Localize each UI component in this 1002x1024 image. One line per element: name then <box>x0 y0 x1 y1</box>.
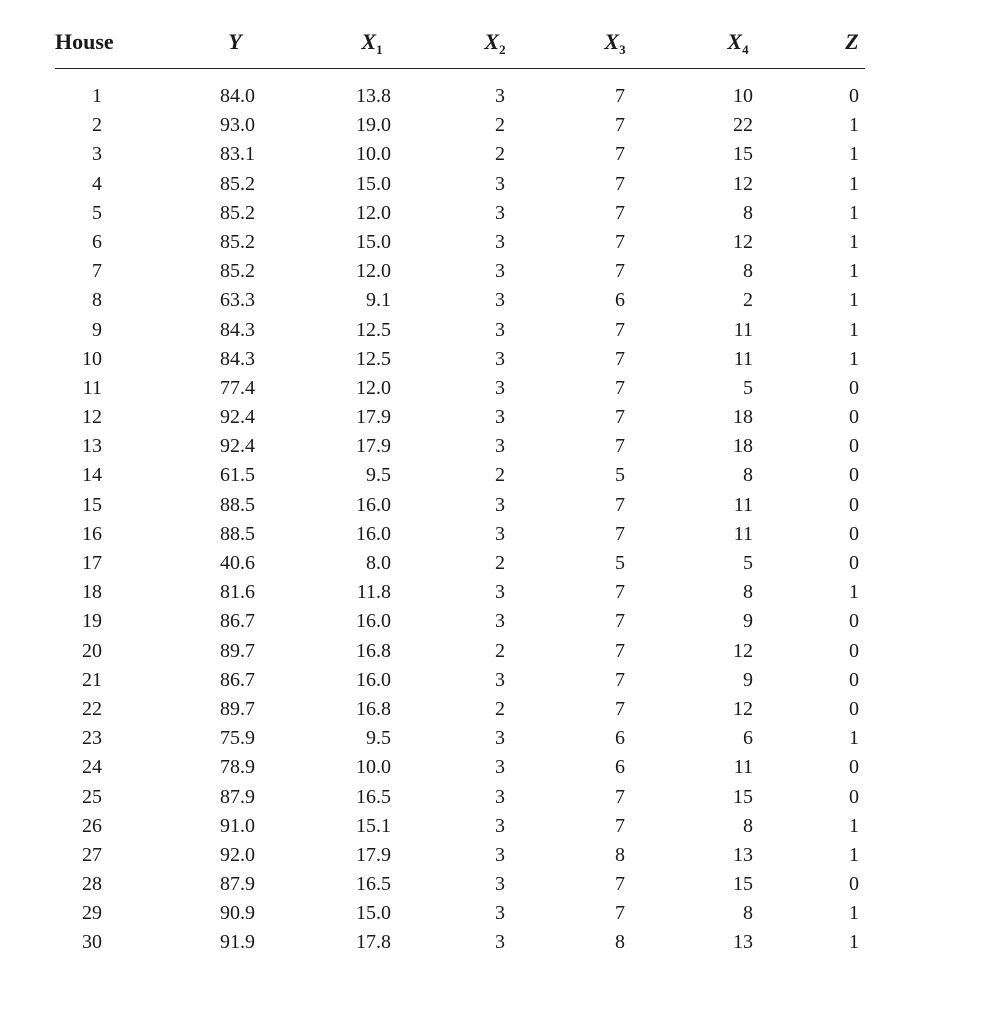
cell-x2: 3 <box>495 931 505 954</box>
cell-x4: 9 <box>743 610 753 633</box>
header-x3-base: X <box>604 29 620 54</box>
cell-x4: 18 <box>733 406 753 429</box>
cell-house: 26 <box>82 814 102 837</box>
cell-x1: 9.1 <box>366 289 391 312</box>
cell-x1: 16.8 <box>356 639 391 662</box>
cell-x1: 12.0 <box>356 201 391 224</box>
cell-house: 2 <box>92 114 102 137</box>
cell-x4: 12 <box>733 697 753 720</box>
cell-house: 21 <box>82 668 102 691</box>
cell-y: 91.9 <box>220 931 255 954</box>
cell-house: 8 <box>92 289 102 312</box>
cell-house: 1 <box>92 85 102 107</box>
cell-z: 1 <box>849 727 859 750</box>
cell-x3: 7 <box>615 318 625 341</box>
cell-x4: 15 <box>733 143 753 166</box>
cell-x4: 18 <box>733 435 753 458</box>
cell-y: 92.4 <box>220 435 255 458</box>
data-table <box>55 22 865 958</box>
cell-x1: 13.8 <box>356 85 391 107</box>
header-x1-sub: 1 <box>376 42 383 57</box>
cell-x1: 8.0 <box>366 552 391 574</box>
table-row <box>55 461 865 490</box>
table-row <box>55 812 865 841</box>
cell-house: 29 <box>82 902 102 925</box>
cell-house: 18 <box>82 581 102 604</box>
cell-y: 81.6 <box>220 581 255 604</box>
cell-z: 1 <box>849 347 859 370</box>
header-y: Y <box>228 29 242 54</box>
cell-x4: 9 <box>743 668 753 691</box>
cell-house: 7 <box>92 260 102 283</box>
cell-z: 0 <box>849 85 859 107</box>
table-row <box>55 345 865 374</box>
header-x2-base: X <box>484 29 500 54</box>
cell-x3: 7 <box>615 85 625 107</box>
cell-x3: 7 <box>615 814 625 837</box>
cell-x4: 8 <box>743 464 753 487</box>
table-row <box>55 140 865 169</box>
cell-house: 15 <box>82 493 102 516</box>
table-row <box>55 286 865 315</box>
cell-house: 25 <box>82 785 102 808</box>
cell-x3: 7 <box>615 376 625 399</box>
cell-house: 19 <box>82 610 102 633</box>
cell-y: 90.9 <box>220 902 255 925</box>
cell-z: 0 <box>849 376 859 399</box>
cell-z: 0 <box>849 639 859 662</box>
cell-y: 84.0 <box>220 85 255 107</box>
table-row <box>55 403 865 432</box>
header-z: Z <box>845 29 859 54</box>
cell-x2: 2 <box>495 552 505 574</box>
table-row <box>55 491 865 520</box>
cell-y: 93.0 <box>220 114 255 137</box>
cell-y: 84.3 <box>220 347 255 370</box>
cell-x2: 3 <box>495 843 505 866</box>
cell-house: 9 <box>92 318 102 341</box>
table-row <box>55 753 865 782</box>
table-row <box>55 783 865 812</box>
cell-x4: 11 <box>733 347 753 370</box>
cell-house: 12 <box>82 406 102 429</box>
table-row <box>55 111 865 140</box>
cell-x1: 16.0 <box>356 610 391 633</box>
cell-x4: 12 <box>733 172 753 195</box>
cell-z: 1 <box>849 843 859 866</box>
table-row <box>55 199 865 228</box>
cell-x2: 3 <box>495 581 505 604</box>
table-row <box>55 578 865 607</box>
cell-x3: 7 <box>615 143 625 166</box>
cell-z: 1 <box>849 902 859 925</box>
cell-x1: 16.0 <box>356 493 391 516</box>
cell-x1: 16.0 <box>356 668 391 691</box>
cell-y: 89.7 <box>220 639 255 662</box>
cell-x3: 7 <box>615 581 625 604</box>
cell-x4: 12 <box>733 230 753 253</box>
cell-x1: 12.5 <box>356 347 391 370</box>
cell-house: 11 <box>82 376 102 399</box>
cell-z: 0 <box>849 873 859 896</box>
cell-x4: 8 <box>743 814 753 837</box>
cell-x4: 12 <box>733 639 753 662</box>
cell-x3: 7 <box>615 668 625 691</box>
header-x2 <box>475 28 515 56</box>
table-row <box>55 928 865 957</box>
table-row <box>55 637 865 666</box>
cell-house: 14 <box>82 464 102 487</box>
cell-x1: 16.5 <box>356 873 391 896</box>
cell-z: 1 <box>849 143 859 166</box>
cell-z: 0 <box>849 493 859 516</box>
cell-x1: 12.5 <box>356 318 391 341</box>
cell-x1: 15.1 <box>356 814 391 837</box>
cell-x1: 10.0 <box>356 756 391 779</box>
cell-x3: 7 <box>615 435 625 458</box>
cell-x2: 2 <box>495 464 505 487</box>
cell-x1: 17.9 <box>356 843 391 866</box>
cell-house: 30 <box>82 931 102 954</box>
cell-house: 23 <box>82 727 102 750</box>
cell-z: 0 <box>849 406 859 429</box>
cell-y: 92.0 <box>220 843 255 866</box>
cell-x2: 3 <box>495 85 505 107</box>
cell-x3: 7 <box>615 172 625 195</box>
cell-y: 86.7 <box>220 668 255 691</box>
cell-z: 0 <box>849 552 859 574</box>
cell-x1: 15.0 <box>356 230 391 253</box>
cell-x1: 16.5 <box>356 785 391 808</box>
cell-x4: 13 <box>733 931 753 954</box>
cell-house: 22 <box>82 697 102 720</box>
cell-x2: 3 <box>495 727 505 750</box>
cell-y: 91.0 <box>220 814 255 837</box>
cell-x2: 3 <box>495 406 505 429</box>
cell-y: 88.5 <box>220 522 255 545</box>
cell-z: 1 <box>849 581 859 604</box>
cell-house: 6 <box>92 230 102 253</box>
cell-y: 88.5 <box>220 493 255 516</box>
cell-x4: 5 <box>743 376 753 399</box>
cell-x3: 7 <box>615 201 625 224</box>
table-body <box>55 69 865 958</box>
cell-x2: 3 <box>495 201 505 224</box>
cell-y: 78.9 <box>220 756 255 779</box>
cell-x2: 3 <box>495 522 505 545</box>
cell-y: 84.3 <box>220 318 255 341</box>
cell-x3: 7 <box>615 902 625 925</box>
cell-x2: 2 <box>495 114 505 137</box>
header-x4 <box>718 28 758 56</box>
cell-x4: 6 <box>743 727 753 750</box>
header-x3 <box>595 28 635 56</box>
cell-x2: 2 <box>495 639 505 662</box>
header-x1-base: X <box>361 29 377 54</box>
cell-x1: 16.8 <box>356 697 391 720</box>
cell-x3: 7 <box>615 873 625 896</box>
table-row <box>55 870 865 899</box>
cell-x4: 11 <box>733 522 753 545</box>
table-row <box>55 257 865 286</box>
cell-x2: 3 <box>495 289 505 312</box>
cell-x1: 19.0 <box>356 114 391 137</box>
cell-y: 89.7 <box>220 697 255 720</box>
cell-x3: 7 <box>615 610 625 633</box>
cell-house: 17 <box>82 552 102 574</box>
table-row <box>55 82 865 111</box>
cell-x1: 9.5 <box>366 727 391 750</box>
cell-z: 0 <box>849 697 859 720</box>
table-row <box>55 374 865 403</box>
cell-z: 0 <box>849 435 859 458</box>
cell-x4: 11 <box>733 493 753 516</box>
table-row <box>55 549 865 578</box>
cell-x4: 13 <box>733 843 753 866</box>
cell-z: 0 <box>849 522 859 545</box>
cell-x2: 3 <box>495 435 505 458</box>
table-row <box>55 520 865 549</box>
cell-y: 85.2 <box>220 260 255 283</box>
cell-x3: 7 <box>615 114 625 137</box>
table-row <box>55 607 865 636</box>
cell-x4: 11 <box>733 318 753 341</box>
cell-house: 27 <box>82 843 102 866</box>
cell-z: 1 <box>849 172 859 195</box>
header-x4-base: X <box>727 29 743 54</box>
table-row <box>55 841 865 870</box>
cell-x1: 17.8 <box>356 931 391 954</box>
header-x4-sub: 4 <box>742 42 749 57</box>
cell-x4: 8 <box>743 201 753 224</box>
cell-x3: 6 <box>615 756 625 779</box>
cell-y: 85.2 <box>220 230 255 253</box>
cell-y: 92.4 <box>220 406 255 429</box>
cell-x1: 12.0 <box>356 260 391 283</box>
cell-y: 40.6 <box>220 552 255 574</box>
cell-y: 61.5 <box>220 464 255 487</box>
cell-z: 1 <box>849 260 859 283</box>
cell-y: 87.9 <box>220 785 255 808</box>
cell-x1: 16.0 <box>356 522 391 545</box>
cell-y: 87.9 <box>220 873 255 896</box>
cell-z: 1 <box>849 230 859 253</box>
cell-x4: 8 <box>743 902 753 925</box>
cell-x2: 3 <box>495 610 505 633</box>
cell-x2: 3 <box>495 756 505 779</box>
cell-z: 1 <box>849 201 859 224</box>
cell-y: 85.2 <box>220 201 255 224</box>
table-row <box>55 228 865 257</box>
cell-z: 1 <box>849 114 859 137</box>
cell-x3: 6 <box>615 289 625 312</box>
cell-x2: 3 <box>495 668 505 691</box>
cell-x2: 3 <box>495 318 505 341</box>
cell-y: 75.9 <box>220 727 255 750</box>
table-row <box>55 695 865 724</box>
table-row <box>55 432 865 461</box>
cell-house: 13 <box>82 435 102 458</box>
cell-house: 28 <box>82 873 102 896</box>
cell-z: 0 <box>849 610 859 633</box>
cell-y: 85.2 <box>220 172 255 195</box>
cell-x3: 7 <box>615 493 625 516</box>
cell-z: 0 <box>849 756 859 779</box>
cell-house: 3 <box>92 143 102 166</box>
cell-x2: 3 <box>495 873 505 896</box>
cell-x4: 5 <box>743 552 753 574</box>
cell-x3: 8 <box>615 931 625 954</box>
cell-y: 63.3 <box>220 289 255 312</box>
cell-y: 77.4 <box>220 376 255 399</box>
cell-z: 0 <box>849 464 859 487</box>
cell-x4: 15 <box>733 785 753 808</box>
cell-x3: 5 <box>615 552 625 574</box>
cell-z: 1 <box>849 814 859 837</box>
table-header <box>55 22 865 69</box>
cell-x3: 5 <box>615 464 625 487</box>
cell-x4: 15 <box>733 873 753 896</box>
cell-x3: 7 <box>615 639 625 662</box>
cell-x4: 2 <box>743 289 753 312</box>
header-x1 <box>342 28 402 56</box>
cell-x2: 2 <box>495 143 505 166</box>
cell-x4: 8 <box>743 260 753 283</box>
cell-house: 20 <box>82 639 102 662</box>
cell-x2: 3 <box>495 493 505 516</box>
cell-x1: 15.0 <box>356 172 391 195</box>
cell-x4: 8 <box>743 581 753 604</box>
cell-x2: 2 <box>495 697 505 720</box>
cell-x3: 7 <box>615 230 625 253</box>
cell-x1: 17.9 <box>356 406 391 429</box>
cell-x3: 7 <box>615 260 625 283</box>
cell-x1: 17.9 <box>356 435 391 458</box>
cell-x4: 11 <box>733 756 753 779</box>
cell-x3: 7 <box>615 785 625 808</box>
table-row <box>55 724 865 753</box>
cell-x1: 11.8 <box>356 581 391 604</box>
cell-x2: 3 <box>495 814 505 837</box>
cell-x1: 9.5 <box>366 464 391 487</box>
cell-x3: 7 <box>615 347 625 370</box>
cell-y: 86.7 <box>220 610 255 633</box>
cell-x3: 8 <box>615 843 625 866</box>
cell-z: 1 <box>849 289 859 312</box>
header-x3-sub: 3 <box>619 42 626 57</box>
cell-x3: 7 <box>615 406 625 429</box>
header-x2-sub: 2 <box>499 42 506 57</box>
cell-x2: 3 <box>495 260 505 283</box>
cell-x3: 7 <box>615 697 625 720</box>
cell-house: 4 <box>92 172 102 195</box>
cell-x3: 7 <box>615 522 625 545</box>
cell-x4: 10 <box>733 85 753 107</box>
cell-z: 0 <box>849 785 859 808</box>
table-row <box>55 666 865 695</box>
cell-house: 5 <box>92 201 102 224</box>
cell-x1: 10.0 <box>356 143 391 166</box>
cell-house: 10 <box>82 347 102 370</box>
cell-x2: 3 <box>495 376 505 399</box>
cell-x1: 12.0 <box>356 376 391 399</box>
cell-x1: 15.0 <box>356 902 391 925</box>
cell-x4: 22 <box>733 114 753 137</box>
cell-z: 0 <box>849 668 859 691</box>
cell-z: 1 <box>849 931 859 954</box>
cell-x2: 3 <box>495 230 505 253</box>
cell-z: 1 <box>849 318 859 341</box>
table-row <box>55 899 865 928</box>
cell-x2: 3 <box>495 172 505 195</box>
cell-y: 83.1 <box>220 143 255 166</box>
cell-x2: 3 <box>495 785 505 808</box>
table-row <box>55 316 865 345</box>
header-house: House <box>55 29 114 54</box>
table-row <box>55 170 865 199</box>
cell-house: 16 <box>82 522 102 545</box>
cell-house: 24 <box>82 756 102 779</box>
cell-x3: 6 <box>615 727 625 750</box>
cell-x2: 3 <box>495 902 505 925</box>
cell-x2: 3 <box>495 347 505 370</box>
